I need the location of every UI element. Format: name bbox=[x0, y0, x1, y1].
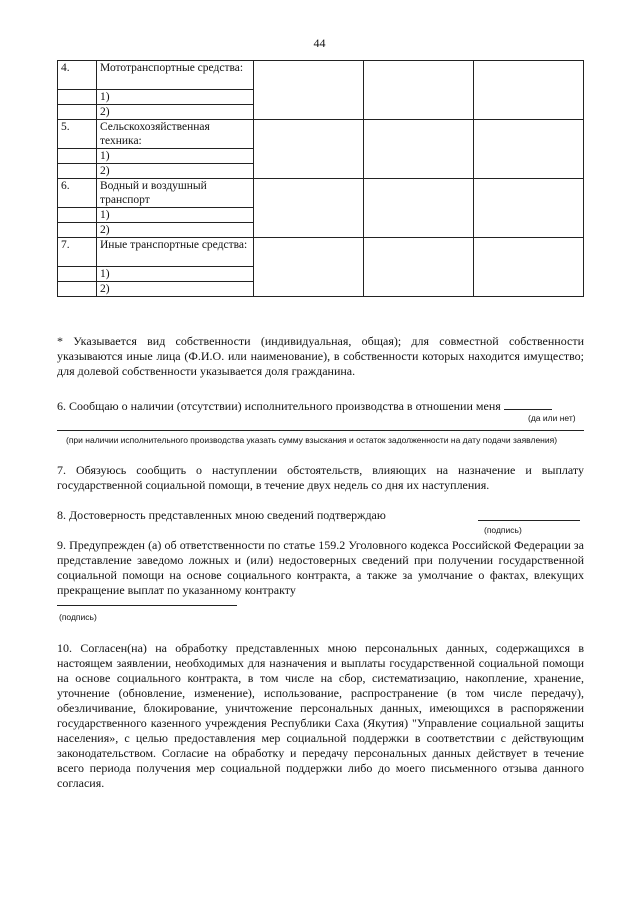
item-label[interactable]: 2) bbox=[97, 223, 254, 238]
value-cell[interactable] bbox=[254, 61, 364, 120]
value-cell[interactable] bbox=[474, 120, 584, 179]
signature-caption-8: (подпись) bbox=[484, 525, 522, 535]
value-cell[interactable] bbox=[364, 120, 474, 179]
table-row bbox=[58, 120, 584, 149]
value-cell[interactable] bbox=[254, 238, 364, 297]
row-number bbox=[58, 90, 97, 105]
row-number bbox=[58, 282, 97, 297]
enforcement-details-line[interactable] bbox=[57, 430, 584, 431]
item-label[interactable]: 1) bbox=[97, 149, 254, 164]
paragraph-10: 10. Согласен(на) на обработку представленных мною персональных данных, содержащихся в настоящем заявлении, необходимых для назначения и выплаты государственной социальной помощи на основе социального контракта, в том числе на сбор, систематизацию, накопление, хранение, уточнение (обновление, изменение), использование, распространение (в том числе передачу), обезличивание, блокирование, уничтожение персональных данных, имеющихся в распоряжении государственного казенного учреждения Республики Саха (Якутия) "Управление социальной защиты населения», с целью предоставления мер социальной поддержки в соответствии с действующим законодательством. Согласие на обработку и передачу персональных данных действует в течение всего периода получения мер социальной поддержки либо до моего письменного отзыва данного согласия. bbox=[57, 641, 584, 790]
row-number bbox=[58, 105, 97, 120]
signature-line-8[interactable] bbox=[478, 520, 580, 521]
table-row bbox=[58, 238, 584, 267]
item-label[interactable]: 1) bbox=[97, 208, 254, 223]
row-number bbox=[58, 223, 97, 238]
signature-caption-9: (подпись) bbox=[59, 612, 97, 622]
item-label[interactable]: 1) bbox=[97, 90, 254, 105]
value-cell[interactable] bbox=[364, 61, 474, 120]
row-number: 7. bbox=[58, 238, 97, 267]
value-cell[interactable] bbox=[254, 120, 364, 179]
row-number: 4. bbox=[58, 61, 97, 90]
vehicle-category: Сельскохозяйственная техника: bbox=[97, 120, 254, 149]
paragraph-6-text: 6. Сообщаю о наличии (отсутствии) исполнительного производства в отношении меня bbox=[57, 399, 501, 413]
row-number: 5. bbox=[58, 120, 97, 149]
value-cell[interactable] bbox=[364, 179, 474, 238]
value-cell[interactable] bbox=[254, 179, 364, 238]
item-label[interactable]: 2) bbox=[97, 164, 254, 179]
value-cell[interactable] bbox=[474, 179, 584, 238]
page-number: 44 bbox=[313, 36, 326, 50]
enforcement-details-caption: (при наличии исполнительного производства указать сумму взыскания и остаток задолженности на дату подачи заявления) bbox=[66, 435, 558, 445]
vehicle-category: Водный и воздушный транспорт bbox=[97, 179, 254, 208]
item-label[interactable]: 1) bbox=[97, 267, 254, 282]
row-number bbox=[58, 267, 97, 282]
vehicles-table bbox=[57, 60, 584, 297]
paragraph-9: 9. Предупрежден (а) об ответственности по статье 159.2 Уголовного кодекса Российской Федерации за представление заведомо ложных и (или) недостоверных сведений при получении государственной социальной помощи на основе социального контракта, а также за умолчание о фактах, влекущих прекращение выплат по указанному контракту bbox=[57, 538, 584, 597]
answer-hint: (да или нет) bbox=[528, 413, 576, 423]
paragraph-6 bbox=[57, 398, 584, 414]
row-number: 6. bbox=[58, 179, 97, 208]
answer-blank[interactable] bbox=[504, 398, 552, 410]
vehicle-category: Мототранспортные средства: bbox=[97, 61, 254, 90]
row-number bbox=[58, 149, 97, 164]
item-label[interactable]: 2) bbox=[97, 105, 254, 120]
row-number bbox=[58, 164, 97, 179]
value-cell[interactable] bbox=[474, 238, 584, 297]
table-row bbox=[58, 179, 584, 208]
footnote: * Указывается вид собственности (индивидуальная, общая); для совместной собственности указываются иные лица (Ф.И.О. или наименование), в собственности которых находится имущество; для долевой собственности указывается доля гражданина. bbox=[57, 334, 584, 378]
table-row bbox=[58, 61, 584, 90]
value-cell[interactable] bbox=[364, 238, 474, 297]
paragraph-7: 7. Обязуюсь сообщить о наступлении обстоятельств, влияющих на назначение и выплату государственной социальной помощи, в течение двух недель со дня их наступления. bbox=[57, 463, 584, 492]
value-cell[interactable] bbox=[474, 61, 584, 120]
row-number bbox=[58, 208, 97, 223]
item-label[interactable]: 2) bbox=[97, 282, 254, 297]
vehicle-category: Иные транспортные средства: bbox=[97, 238, 254, 267]
signature-line-9[interactable] bbox=[57, 605, 237, 606]
paragraph-8: 8. Достоверность представленных мною сведений подтверждаю bbox=[57, 508, 386, 522]
